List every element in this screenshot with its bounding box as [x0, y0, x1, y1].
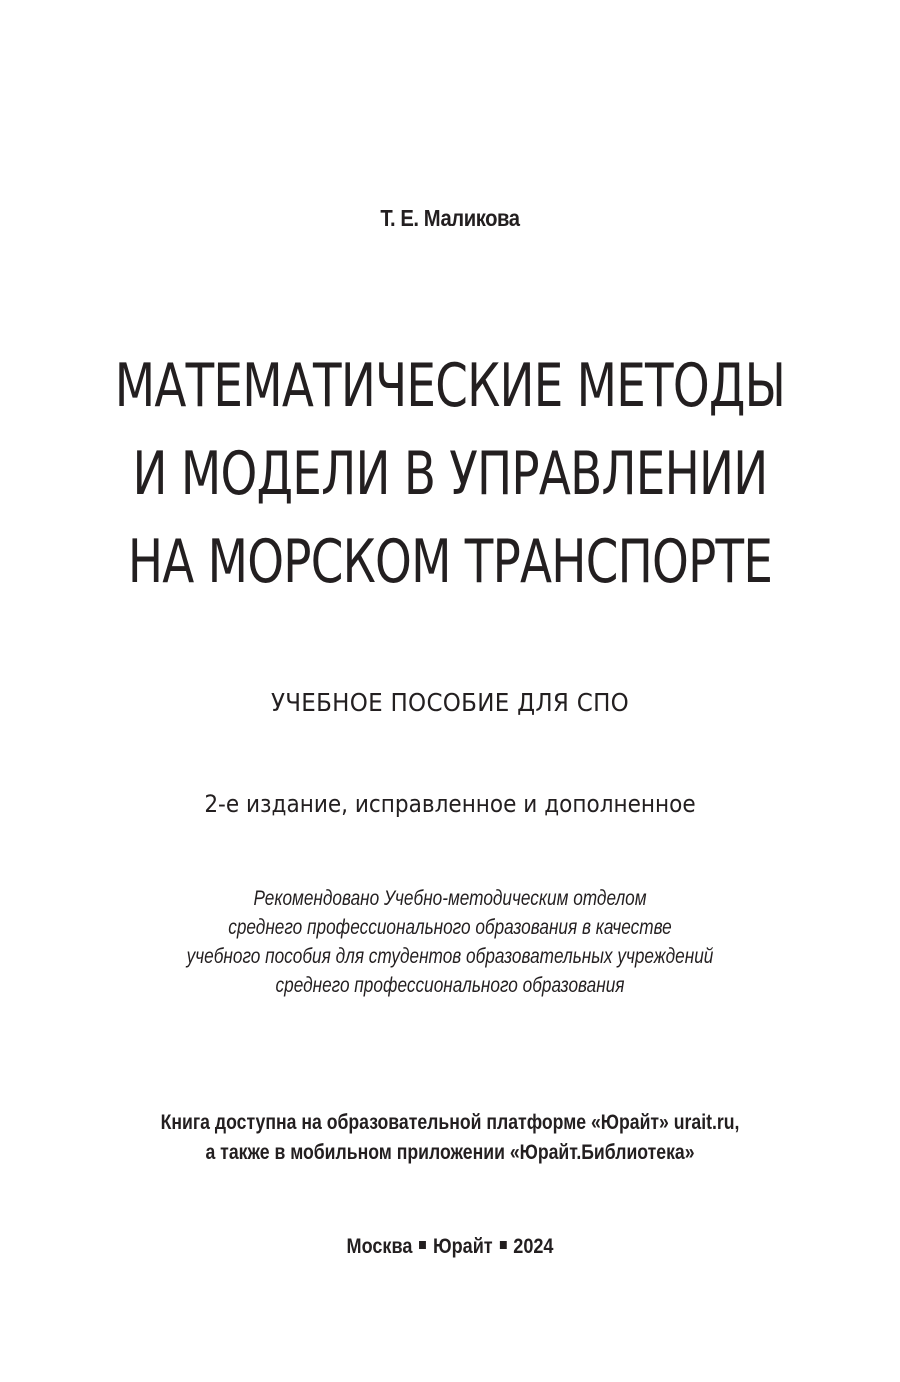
square-separator-icon	[419, 1241, 426, 1249]
book-title	[0, 342, 900, 606]
book-title-line: И МОДЕЛИ В УПРАВЛЕНИИ	[132, 439, 768, 509]
book-subtitle: УЧЕБНОЕ ПОСОБИЕ ДЛЯ СПО	[270, 688, 630, 717]
book-title-line: МАТЕМАТИЧЕСКИЕ МЕТОДЫ	[114, 351, 786, 421]
recommendation-line: среднего профессионального образования	[275, 974, 625, 997]
edition-note: 2-е издание, исправленное и дополненное	[204, 790, 696, 818]
recommendation-line: среднего профессионального образования в качестве	[228, 916, 672, 939]
author-name: Т. Е. Маликова	[380, 205, 520, 231]
imprint-year: 2024	[513, 1235, 554, 1258]
recommendation-line: Рекомендовано Учебно-методическим отделом	[253, 887, 647, 910]
book-title-line: НА МОРСКОМ ТРАНСПОРТЕ	[127, 527, 773, 597]
recommendation-note	[0, 884, 900, 1000]
availability-line: а также в мобильном приложении «Юрайт.Библиотека»	[205, 1141, 695, 1164]
imprint-line	[63, 1235, 837, 1259]
availability-line: Книга доступна на образовательной платформе «Юрайт» urait.ru,	[160, 1111, 740, 1134]
recommendation-line: учебного пособия для студентов образовательных учреждений	[186, 945, 714, 968]
imprint-publisher: Юрайт	[433, 1235, 493, 1258]
imprint-city: Москва	[346, 1235, 413, 1258]
availability-note	[0, 1108, 900, 1168]
square-separator-icon	[500, 1241, 507, 1249]
